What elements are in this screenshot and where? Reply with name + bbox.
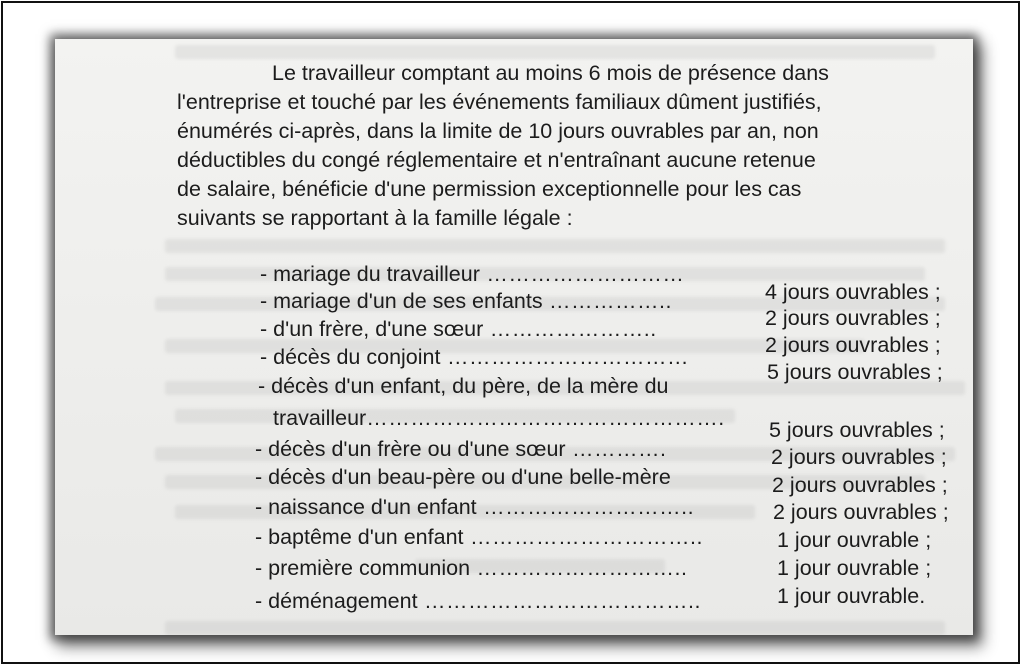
duration-value: 1 jour ouvrable. bbox=[777, 584, 926, 608]
item-label: - décès du conjoint bbox=[260, 345, 441, 369]
leader-dots: ……………………………….. bbox=[417, 589, 701, 613]
list-item bbox=[255, 436, 667, 462]
leader-dots: …………….. bbox=[542, 289, 672, 313]
item-label: - déménagement bbox=[255, 589, 418, 613]
document-text bbox=[55, 39, 973, 635]
duration-value: 2 jours ouvrables ; bbox=[773, 500, 949, 524]
leader-dots: ………………….. bbox=[483, 317, 657, 341]
leader-dots: ……………………….. bbox=[476, 495, 695, 519]
item-label: - baptême d'un enfant bbox=[255, 525, 464, 549]
item-label: - d'un frère, d'une sœur bbox=[260, 317, 484, 341]
list-item bbox=[255, 524, 703, 550]
document-photo bbox=[55, 39, 973, 635]
duration-value: 1 jour ouvrable ; bbox=[777, 528, 932, 552]
intro-line: suivants se rapportant à la famille légale : bbox=[177, 206, 573, 230]
image-frame bbox=[1, 1, 1020, 664]
item-label: - mariage d'un de ses enfants bbox=[260, 289, 543, 313]
duration-value: 5 jours ouvrables ; bbox=[769, 418, 945, 442]
item-label: - première communion bbox=[255, 556, 471, 580]
list-item bbox=[255, 494, 694, 520]
duration-value: 1 jour ouvrable ; bbox=[777, 556, 932, 580]
intro-line: énumérés ci-après, dans la limite de 10 jours ouvrables par an, non bbox=[177, 119, 819, 143]
item-label: travailleur bbox=[273, 406, 367, 430]
item-label: - mariage du travailleur bbox=[260, 262, 480, 286]
duration-value: 2 jours ouvrables ; bbox=[765, 333, 941, 357]
list-item bbox=[260, 344, 689, 370]
duration-value: 2 jours ouvrables ; bbox=[765, 306, 941, 330]
leader-dots: …………………………… bbox=[440, 345, 689, 369]
list-item bbox=[260, 316, 657, 342]
list-item bbox=[255, 555, 688, 581]
leader-dots: ……………………… bbox=[479, 262, 685, 286]
item-label: - naissance d'un enfant bbox=[255, 495, 477, 519]
duration-value: 4 jours ouvrables ; bbox=[765, 280, 941, 304]
event-list bbox=[55, 39, 973, 635]
duration-value: 2 jours ouvrables ; bbox=[772, 473, 948, 497]
list-item bbox=[255, 464, 671, 490]
item-label: - décès d'un beau-père ou d'une belle-mère bbox=[255, 465, 671, 489]
list-item bbox=[260, 288, 672, 314]
leader-dots: …………. bbox=[565, 437, 667, 461]
duration-value: 2 jours ouvrables ; bbox=[771, 445, 947, 469]
item-label: - décès d'un enfant, du père, de la mère du bbox=[258, 374, 669, 398]
list-item bbox=[260, 261, 684, 287]
list-item bbox=[255, 588, 701, 614]
leader-dots: ………………………….. bbox=[463, 525, 703, 549]
item-label: - décès d'un frère ou d'une sœur bbox=[255, 437, 566, 461]
intro-line: de salaire, bénéficie d'une permission exceptionnelle pour les cas bbox=[177, 177, 802, 201]
intro-line: déductibles du congé réglementaire et n'entraînant aucune retenue bbox=[177, 148, 816, 172]
duration-value: 5 jours ouvrables ; bbox=[767, 360, 943, 384]
leader-dots: ……………………….. bbox=[470, 556, 688, 580]
list-item bbox=[258, 373, 668, 399]
list-item bbox=[273, 405, 725, 431]
intro-line: l'entreprise et touché par les événements familiaux dûment justifiés, bbox=[177, 90, 822, 114]
intro-line: Le travailleur comptant au moins 6 mois de présence dans bbox=[272, 61, 829, 85]
leader-dots: …………………………………………. bbox=[366, 406, 725, 430]
